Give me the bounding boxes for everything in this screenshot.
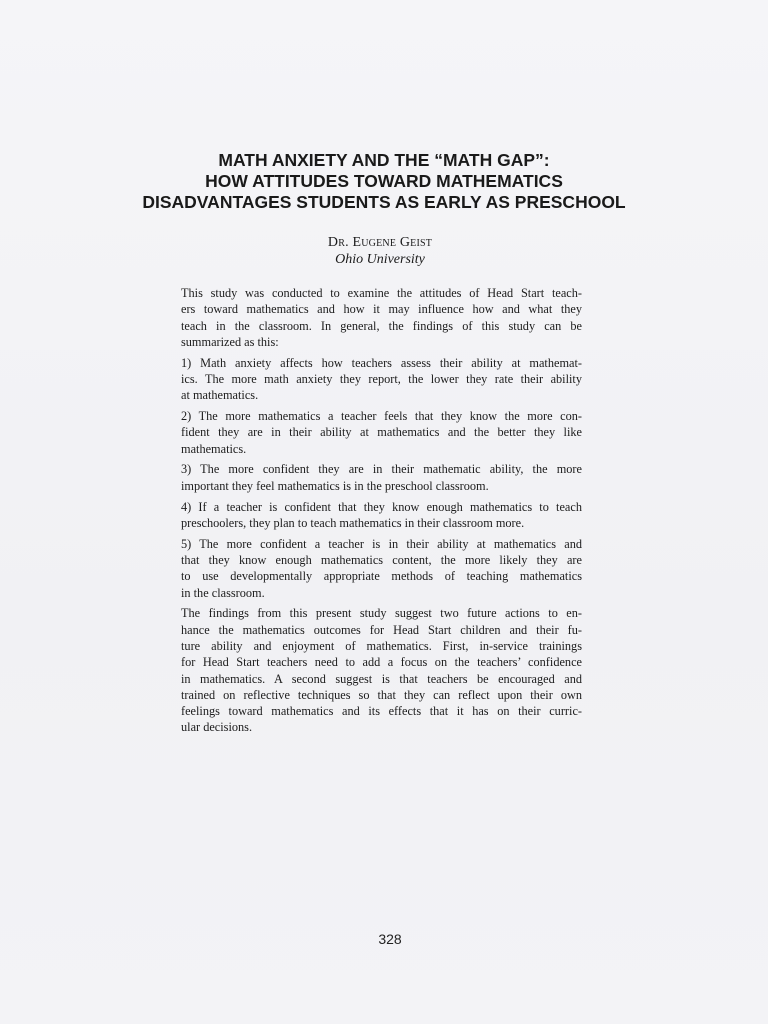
text-line: hance the mathematics outcomes for Head Start children and their fu- <box>181 622 582 637</box>
text-line: that they know enough mathematics content, the more likely they are <box>181 552 582 567</box>
paragraph-conclusion <box>181 605 582 735</box>
page-number: 328 <box>378 931 402 947</box>
text-line: 5) The more confident a teacher is in their ability at mathematics and <box>181 536 582 551</box>
author-affiliation: Ohio University <box>335 252 425 267</box>
text-line: ics. The more math anxiety they report, the lower they rate their ability <box>181 371 582 386</box>
title-line: HOW ATTITUDES TOWARD MATHEMATICS <box>205 171 563 191</box>
finding-4 <box>181 499 582 532</box>
title-line: MATH ANXIETY AND THE “MATH GAP”: <box>218 150 550 170</box>
finding-3 <box>181 461 582 494</box>
text-line: 3) The more confident they are in their mathematic ability, the more <box>181 462 582 477</box>
finding-1 <box>181 355 582 404</box>
text-line: in the classroom. <box>181 585 265 600</box>
text-line: ers toward mathematics and how it may influence how and what they <box>181 302 582 317</box>
text-line: 1) Math anxiety affects how teachers assess their ability at mathemat- <box>181 355 582 370</box>
text-line: ture ability and enjoyment of mathematics. First, in-service trainings <box>181 638 582 653</box>
text-line: 4) If a teacher is confident that they know enough mathematics to teach <box>181 499 582 514</box>
title-line: DISADVANTAGES STUDENTS AS EARLY AS PRESCHOOL <box>142 192 626 212</box>
text-line: preschoolers, they plan to teach mathematics in their classroom more. <box>181 515 525 530</box>
paper-title <box>60 150 708 213</box>
text-line: trained on reflective techniques so that they can reflect upon their own <box>181 687 582 702</box>
finding-2 <box>181 408 582 457</box>
abstract-body <box>181 285 582 740</box>
paragraph-intro <box>181 285 582 350</box>
finding-5 <box>181 536 582 601</box>
text-line: fident they are in their ability at mathematics and the better they like <box>181 425 582 440</box>
text-line: ular decisions. <box>181 720 253 735</box>
author-block <box>180 234 580 268</box>
text-line: This study was conducted to examine the attitudes of Head Start teach- <box>181 286 582 300</box>
text-line: to use developmentally appropriate methods of teaching mathematics <box>181 569 582 584</box>
text-line: mathematics. <box>181 441 247 456</box>
text-line: for Head Start teachers need to add a focus on the teachers’ confidence <box>181 655 582 670</box>
text-line: teach in the classroom. In general, the findings of this study can be <box>181 318 582 333</box>
text-line: feelings toward mathematics and its effects that it has on their curric- <box>181 704 582 719</box>
text-line: in mathematics. A second suggest is that teachers be encouraged and <box>181 671 582 686</box>
author-name: Dr. Eugene Geist <box>327 235 433 250</box>
text-line: The findings from this present study suggest two future actions to en- <box>181 606 582 621</box>
text-line: summarized as this: <box>181 334 279 349</box>
text-line: 2) The more mathematics a teacher feels that they know the more con- <box>181 409 582 424</box>
text-line: important they feel mathematics is in the preschool classroom. <box>181 478 489 493</box>
text-line: at mathematics. <box>181 388 259 403</box>
